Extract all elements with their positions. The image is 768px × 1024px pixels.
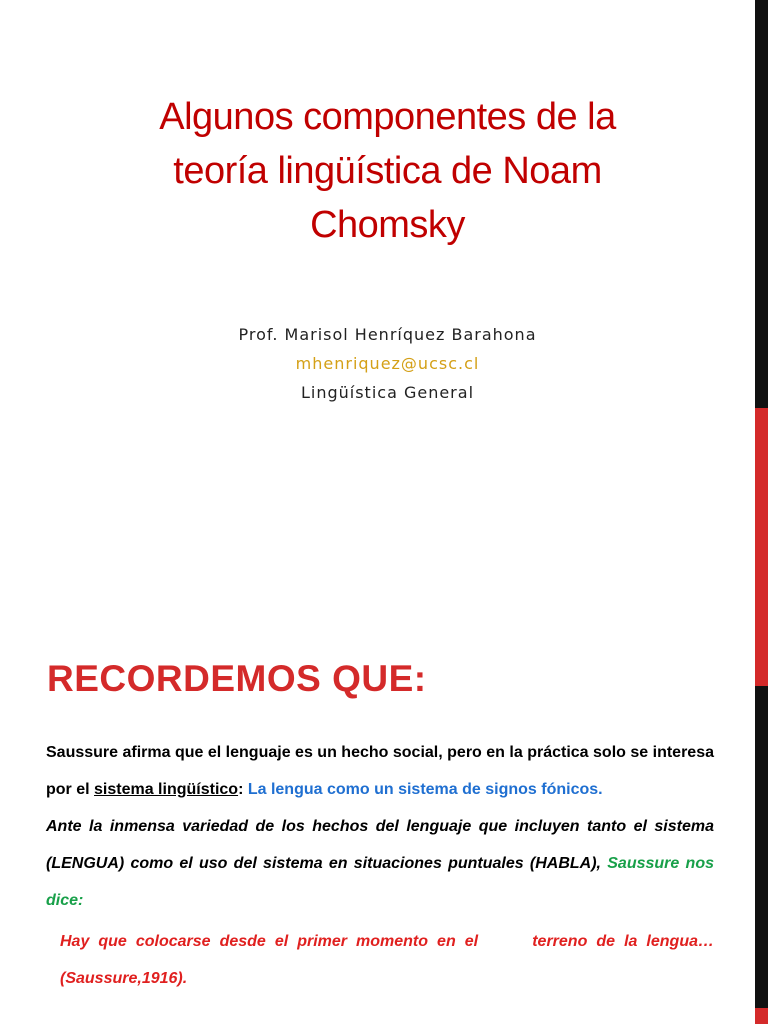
paragraph-1 [46,734,714,808]
paragraph-1-text: Saussure afirma que el lenguaje es un hecho social, pero en la práctica solo se interesa por el [46,744,714,798]
saussure-dice: Saussure nos dice: [46,855,714,909]
title-line-2: teoría lingüística de Noam [173,150,602,192]
slide-body [46,734,719,997]
lengua-definition: La lengua como un sistema de signos fónicos. [247,781,603,798]
content-slide [0,616,755,1024]
author-name: Prof. Marisol Henríquez Barahona [238,325,537,344]
colon: : [238,781,248,798]
title-line-1: Algunos componentes de la [159,96,616,138]
slide-title [40,90,735,252]
slide-heading: RECORDEMOS QUE: [47,658,427,699]
author-email[interactable]: mhenriquez@ucsc.cl [295,354,480,373]
paragraph-2-text: Ante la inmensa variedad de los hechos del lenguaje que incluyen tanto el sistema (LENGUA) como el uso del sistema en situaciones puntuales (HABLA), [46,818,714,872]
paragraph-2 [46,808,714,919]
title-line-3: Chomsky [310,204,465,246]
course-name: Lingüística General [300,383,475,402]
edge-accent-upper [755,408,768,686]
subtitle-block [40,320,735,407]
sistema-linguistico-term: sistema lingüístico [94,781,239,798]
saussure-quote: Hay que colocarse desde el primer momento en el terreno de la lengua… (Saussure,1916). [60,933,719,987]
edge-accent-lower [755,1008,768,1024]
